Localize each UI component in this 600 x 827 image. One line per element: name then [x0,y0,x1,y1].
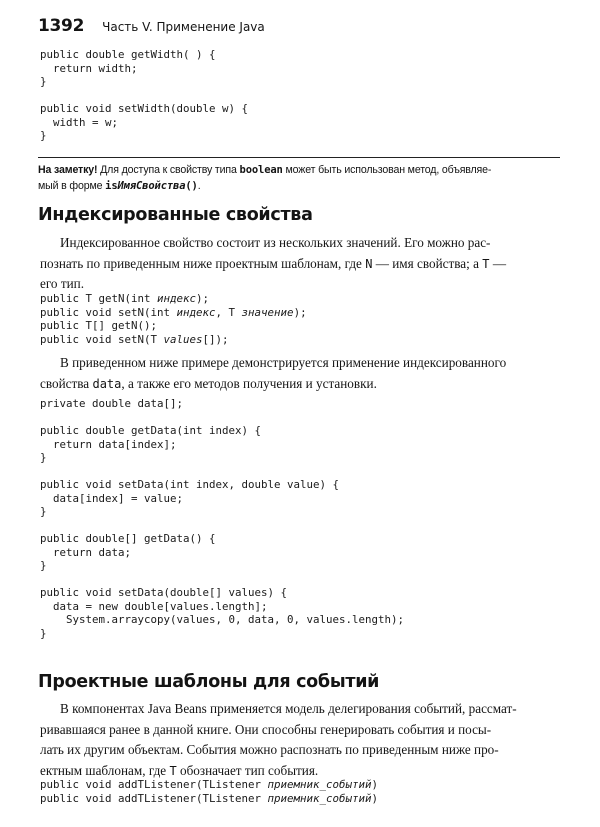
note-line-1 [38,162,562,178]
code-line: } [40,451,47,464]
code-line [40,306,307,319]
note-text: Для доступа к свойству типа [97,164,240,176]
code-line: public double getWidth( ) { [40,48,216,61]
paragraph-line: В приведенном ниже примере демонстрируется применение индексированного [60,355,507,370]
note-boolean-keyword: boolean [239,164,283,176]
code-text: public void addTListener(TListener [40,778,268,791]
text-run: обозначает тип события. [176,762,319,778]
code-text: public T getN(int [40,292,158,305]
note-text: мый в форме [38,180,106,192]
code-line: return data[index]; [40,437,177,451]
code-line: return width; [40,61,138,75]
code-text: ); [196,292,210,305]
text-run: познать по приведенным ниже проектным шаблонам, где [40,255,366,271]
paragraph-indexed-example [40,353,562,394]
paragraph-line: ривавшаяся ранее в данной книге. Они способны генерировать события и посы- [40,721,492,737]
note-text: . [197,180,201,192]
code-placeholder: приемник_событий [267,791,372,805]
code-text: public void setN(int [40,305,177,319]
code-line: width = w; [40,115,119,129]
inline-code-t: T [482,256,490,271]
page-number: 1392 [38,16,85,36]
code-line: } [40,505,47,518]
code-line: public T[] getN(); [40,319,158,332]
section-heading-event-patterns: Проектные шаблоны для событий [38,672,380,692]
code-text: ) [371,791,379,805]
text-run: ектным шаблонам, где [40,762,170,778]
text-run: — [489,255,506,271]
code-line: public void setData(double[] values) { [40,586,288,599]
code-placeholder: значение [241,305,294,319]
code-line: public void setWidth(double w) { [40,102,249,115]
note-is-prefix: is [105,180,118,192]
inline-code-data: data [92,376,122,391]
paragraph-line [40,254,562,275]
code-line: } [40,626,47,640]
code-text: public void setN(T [40,332,164,346]
code-line: private double data[]; [40,397,184,410]
code-block-data-example [40,397,404,640]
code-placeholder: values [163,332,203,346]
code-text: ) [371,778,379,791]
page-header [38,16,265,36]
note-text: может быть использован метод, объявляе- [282,164,492,176]
paragraph-indexed-intro [40,233,562,295]
paragraph-line: лать их другим объектам. События можно распознать по приведенным ниже про- [40,742,499,757]
code-text: ); [293,305,307,319]
code-line [40,778,378,791]
section-heading-indexed-properties: Индексированные свойства [38,205,313,225]
code-placeholder: приемник_событий [267,778,372,791]
text-run: свойства [40,375,93,391]
paragraph-line: Индексированное свойство состоит из нескольких значений. Его можно рас- [60,235,491,250]
code-placeholder: индекс [176,305,216,319]
note-label: На заметку! [38,164,98,176]
note-divider [38,157,560,158]
code-text: , T [215,305,242,319]
note-box [38,162,562,194]
code-text: public void addTListener(TListener [40,791,268,805]
code-line [40,292,209,305]
code-line: data = new double[values.length]; [40,599,268,613]
note-property-name: ИмяСвойства [117,180,186,192]
code-line: return data; [40,545,132,559]
paragraph-line: В компонентах Java Beans применяется модель делегирования событий, рассмат- [60,701,517,716]
code-line [40,792,378,805]
note-line-2 [38,178,562,194]
code-line: System.arraycopy(values, 0, data, 0, values.length); [40,613,405,626]
text-run: , а также его методов получения и установки. [121,375,377,391]
text-run: — имя свойства; а [372,255,483,271]
code-line: public void setData(int index, double value) { [40,478,340,491]
code-line: public double[] getData() { [40,532,216,545]
code-line: } [40,559,47,572]
inline-code-n: N [365,256,373,271]
code-line: data[index] = value; [40,491,184,505]
inline-code-t: T [169,763,177,778]
paragraph-line [40,374,562,395]
note-parens: () [185,180,198,192]
paragraph-line: его тип. [40,276,84,291]
code-line: } [40,129,47,142]
code-line: } [40,75,47,88]
code-line [40,333,229,346]
code-placeholder: индекс [157,292,197,305]
code-block-indexed-patterns [40,292,307,346]
code-block-width [40,48,248,143]
running-title: Часть V. Применение Java [102,20,265,34]
code-line: public double getData(int index) { [40,424,262,437]
code-text: []); [202,332,229,346]
paragraph-event-intro [40,699,562,781]
code-block-event-patterns [40,778,378,805]
